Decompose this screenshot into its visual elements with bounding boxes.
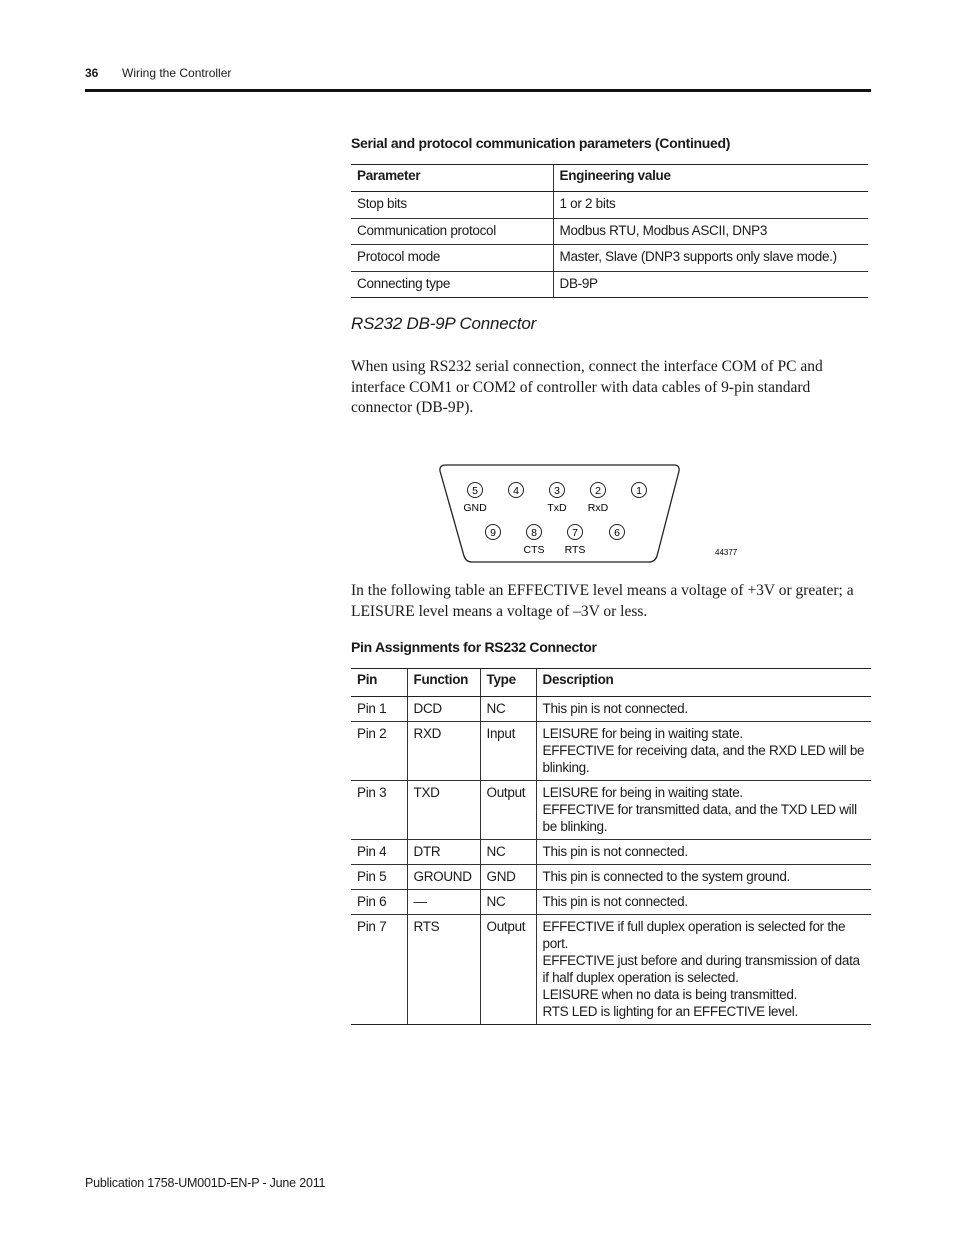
column-header: Pin [351, 669, 407, 697]
table-row [351, 697, 871, 722]
type-cell: NC [480, 697, 536, 722]
pin-label: TxD [547, 502, 567, 514]
description-cell [536, 722, 871, 781]
description-line: This pin is not connected. [542, 894, 688, 909]
description-line: RTS LED is lighting for an EFFECTIVE level. [542, 1004, 798, 1019]
page-number: 36 [85, 66, 99, 80]
param-name: Communication protocol [351, 218, 553, 245]
pin-cell: Pin 2 [351, 722, 407, 781]
column-header: Description [536, 669, 871, 697]
param-value: Master, Slave (DNP3 supports only slave mode.) [553, 245, 868, 272]
description-line: EFFECTIVE for receiving data, and the RXD LED will be blinking. [542, 743, 865, 775]
column-header: Function [407, 669, 480, 697]
function-cell: RXD [407, 722, 480, 781]
description-line: EFFECTIVE if full duplex operation is selected for the port. [542, 919, 846, 951]
pin-label: RxD [587, 502, 609, 514]
description-line: This pin is not connected. [542, 844, 688, 859]
pin-label: CTS [523, 544, 545, 556]
pin-cell: Pin 7 [351, 915, 407, 1025]
params-table-caption: Serial and protocol communication parameters (Continued) [351, 135, 731, 151]
description-cell [536, 781, 871, 840]
pin-number: 9 [490, 527, 496, 539]
pin-number: 3 [554, 485, 560, 497]
function-cell: DTR [407, 840, 480, 865]
params-table [351, 164, 868, 298]
description-line: LEISURE for being in waiting state. [542, 785, 743, 800]
table-row [351, 915, 871, 1025]
description-line: This pin is connected to the system ground. [542, 869, 790, 884]
table-row [351, 245, 868, 272]
table-row [351, 865, 871, 890]
levels-paragraph: In the following table an EFFECTIVE level means a voltage of +3V or greater; a LEISURE level means a voltage of –3V or less. [351, 582, 854, 620]
table-row [351, 271, 868, 298]
function-cell: DCD [407, 697, 480, 722]
type-cell: NC [480, 840, 536, 865]
description-line: LEISURE for being in waiting state. [542, 726, 743, 741]
pin-cell: Pin 6 [351, 890, 407, 915]
function-cell: — [407, 890, 480, 915]
pin-number: 6 [614, 527, 620, 539]
table-row [351, 840, 871, 865]
description-line: EFFECTIVE for transmitted data, and the TXD LED will be blinking. [542, 802, 857, 834]
pin-label: RTS [564, 544, 586, 556]
pin-number: 7 [572, 527, 578, 539]
column-header: Type [480, 669, 536, 697]
publication-footer: Publication 1758-UM001D-EN-P - June 2011 [85, 1176, 326, 1190]
param-name: Connecting type [351, 271, 553, 298]
description-line: This pin is not connected. [542, 701, 688, 716]
type-cell: Input [480, 722, 536, 781]
connector-paragraph: When using RS232 serial connection, connect the interface COM of PC and interface COM1 or COM2 of controller with data cables of 9-pin standard connector (DB-9P). [351, 358, 823, 416]
param-value: Modbus RTU, Modbus ASCII, DNP3 [553, 218, 868, 245]
column-header: Parameter [351, 165, 553, 192]
description-line: LEISURE when no data is being transmitted. [542, 987, 798, 1002]
type-cell: GND [480, 865, 536, 890]
pin-number: 8 [531, 527, 537, 539]
description-cell [536, 840, 871, 865]
connector-section-title: RS232 DB-9P Connector [351, 314, 537, 333]
param-name: Stop bits [351, 192, 553, 219]
bottom-pin-row [486, 525, 625, 557]
section-title: Wiring the Controller [122, 66, 232, 80]
table-row [351, 218, 868, 245]
description-cell [536, 890, 871, 915]
page-header [85, 66, 871, 92]
pin-cell: Pin 3 [351, 781, 407, 840]
pin-number: 2 [595, 485, 601, 497]
description-cell [536, 915, 871, 1025]
function-cell: TXD [407, 781, 480, 840]
description-cell [536, 865, 871, 890]
function-cell: RTS [407, 915, 480, 1025]
description-line: EFFECTIVE just before and during transmission of data if half duplex operation is selected. [542, 953, 860, 985]
description-cell [536, 697, 871, 722]
param-name: Protocol mode [351, 245, 553, 272]
type-cell: Output [480, 781, 536, 840]
table-row [351, 192, 868, 219]
pins-table [351, 668, 871, 1025]
table-row [351, 722, 871, 781]
figure-id: 44377 [715, 548, 738, 557]
table-row [351, 890, 871, 915]
column-header: Engineering value [553, 165, 868, 192]
db9-connector-diagram [430, 455, 750, 570]
table-header-row [351, 669, 871, 697]
table-row [351, 781, 871, 840]
type-cell: NC [480, 890, 536, 915]
pin-number: 4 [513, 485, 519, 497]
top-pin-row [463, 483, 646, 515]
param-value: 1 or 2 bits [553, 192, 868, 219]
pin-cell: Pin 1 [351, 697, 407, 722]
table-header-row [351, 165, 868, 192]
pin-number: 1 [636, 485, 642, 497]
type-cell: Output [480, 915, 536, 1025]
pin-cell: Pin 5 [351, 865, 407, 890]
param-value: DB-9P [553, 271, 868, 298]
pin-cell: Pin 4 [351, 840, 407, 865]
function-cell: GROUND [407, 865, 480, 890]
pin-number: 5 [472, 485, 478, 497]
pins-table-caption: Pin Assignments for RS232 Connector [351, 639, 597, 655]
pin-label: GND [463, 502, 487, 514]
